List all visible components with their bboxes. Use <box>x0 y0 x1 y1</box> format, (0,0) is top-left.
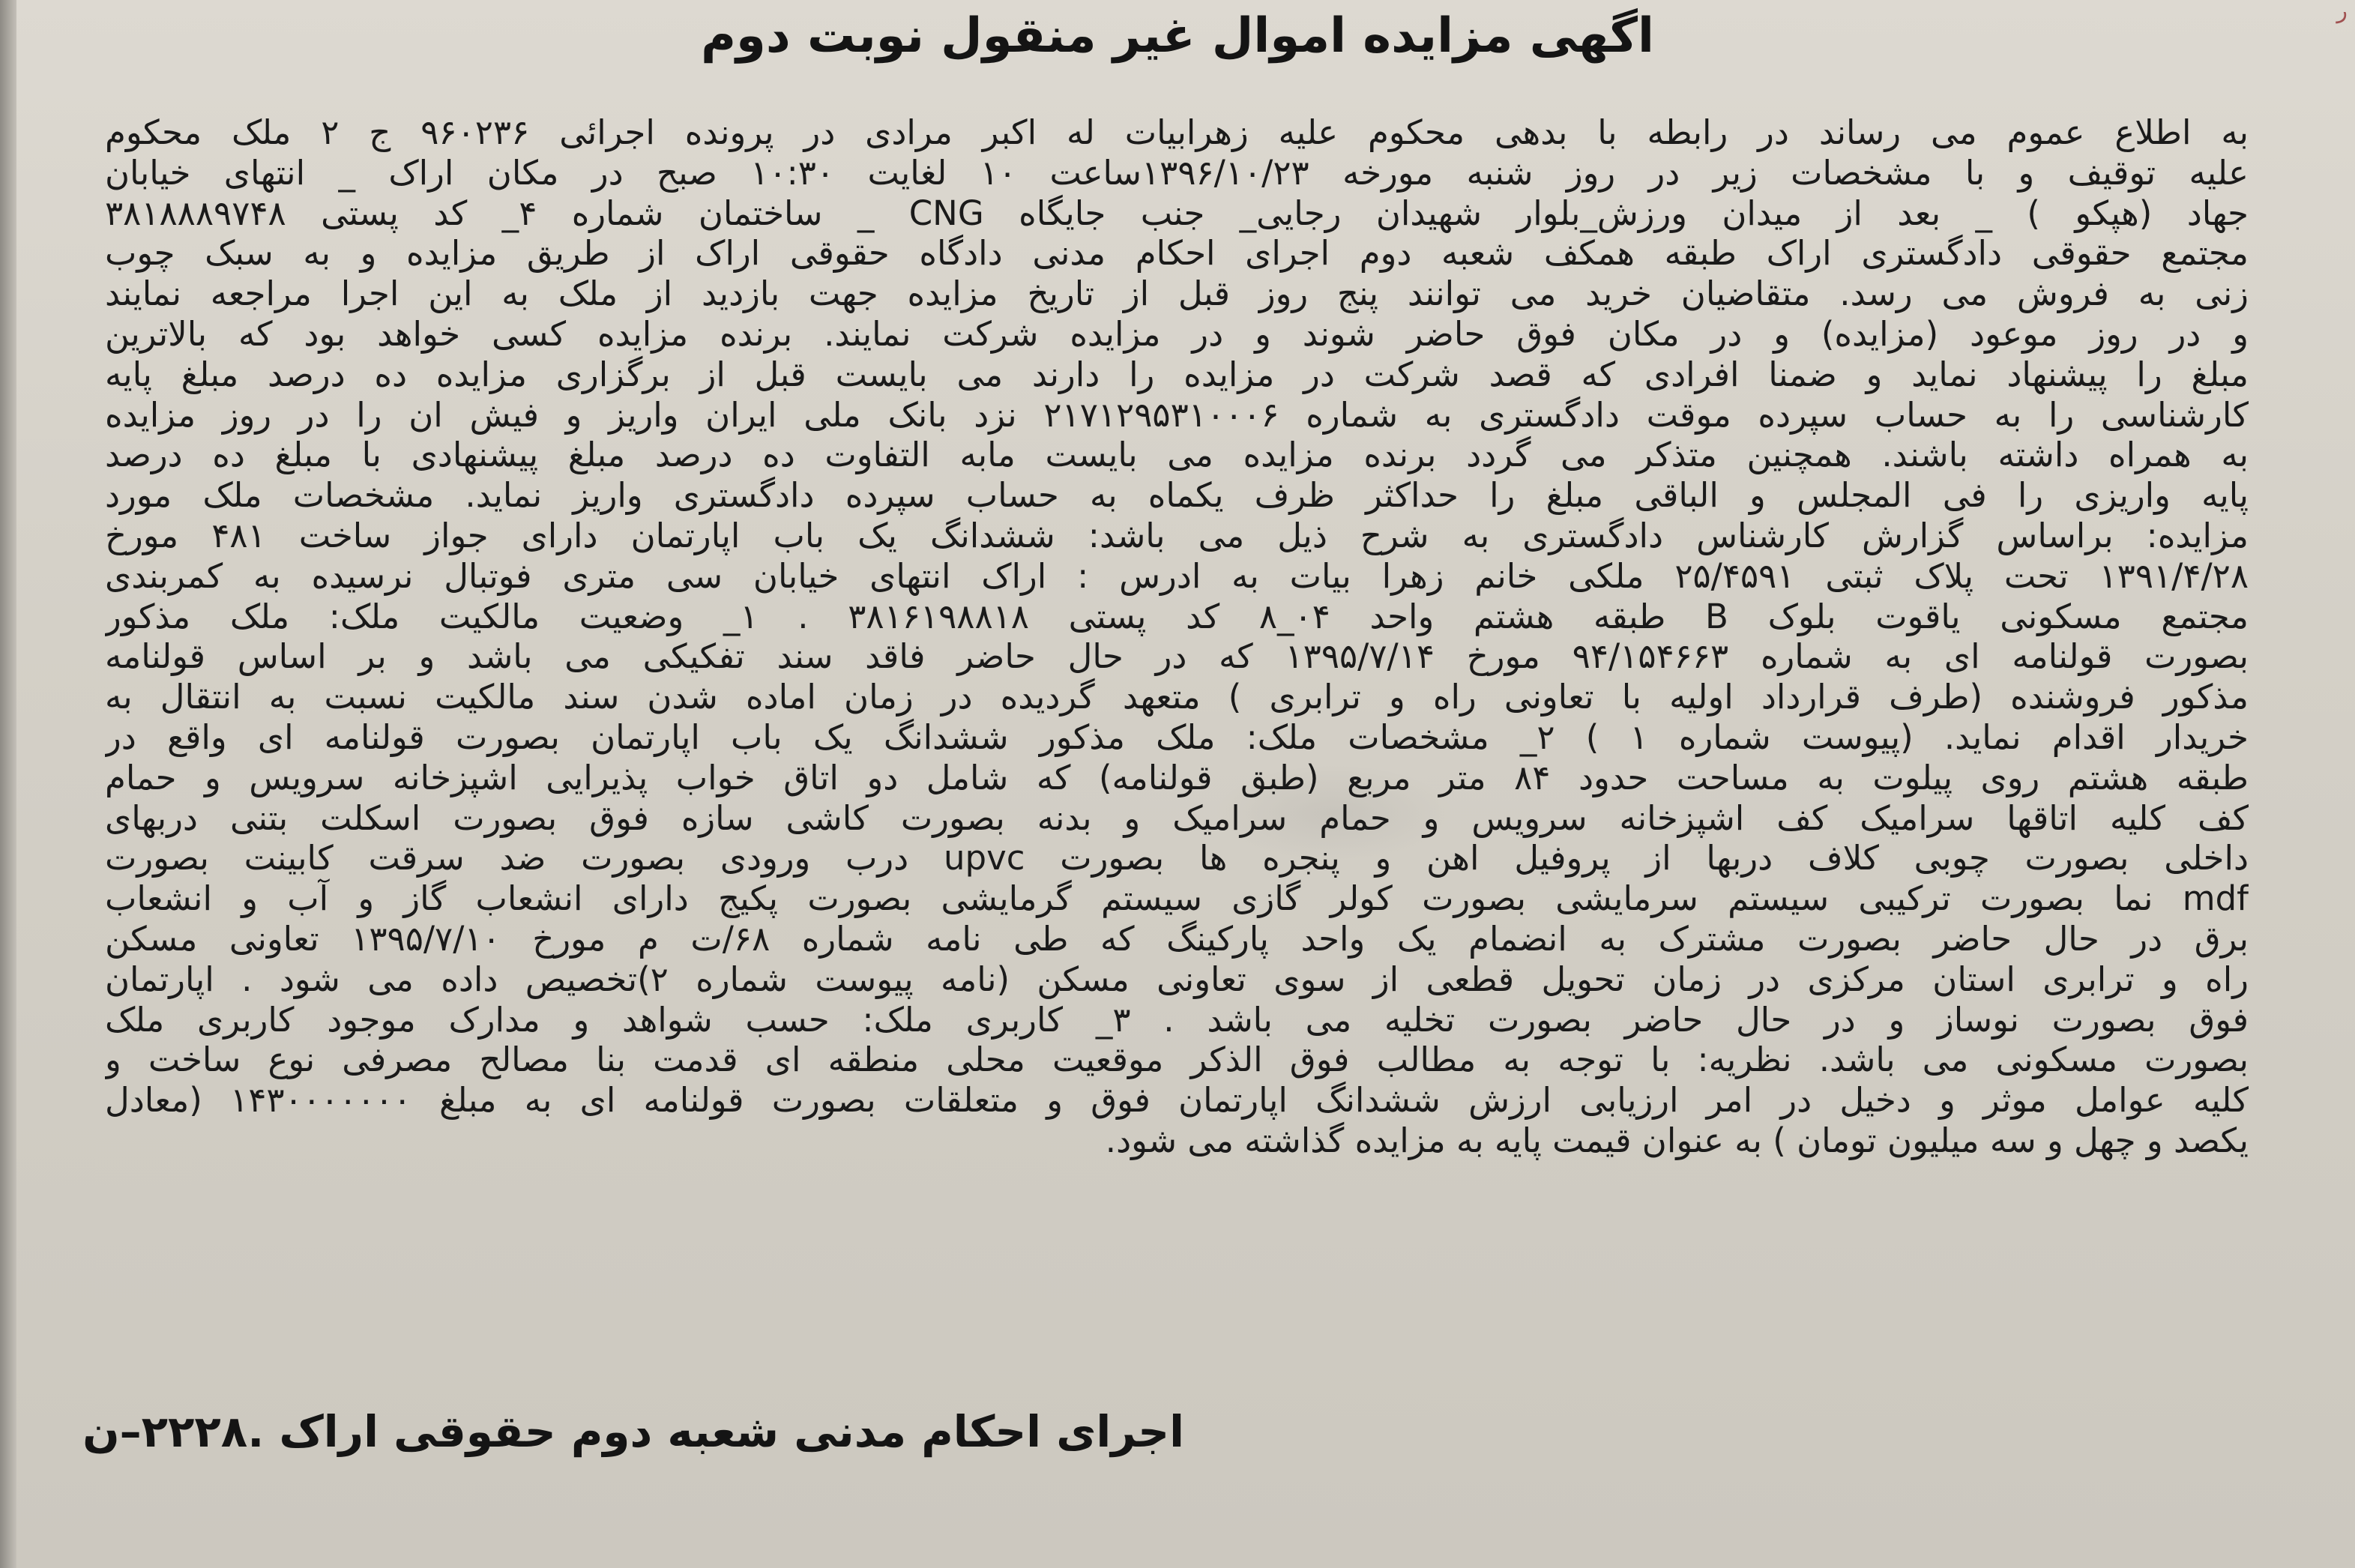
body-line: خریدار اقدام نماید. (پیوست شماره ۱ ) ۲_ مشخصات ملک: ملک مذکور ششدانگ یک باب اپارتمان بصورت قولنامه ای واقع در <box>105 717 2249 757</box>
page-edge-shadow <box>0 0 16 1568</box>
notice-title: اگهی مزایده اموال غیر منقول نوبت دوم <box>701 8 1654 64</box>
body-line: پایه واریزی را فی المجلس و الباقی مبلغ را حداکثر ظرف یکماه به حساب سپرده دادگستری واریز نماید. مشخصات ملک مورد <box>105 475 2249 516</box>
body-line: برق در حال حاضر بصورت مشترک به انضمام یک واحد پارکینگ که طی نامه شماره ۶۸/ت م مورخ ۱۳۹۵/۷/۱۰ تعاونی مسکن <box>105 918 2249 959</box>
body-line: زنی به فروش می رسد. متقاضیان خرید می توانند پنج روز قبل از تاریخ مزایده جهت بازدید از ملک به این اجرا مراجعه نمایند <box>105 274 2249 314</box>
body-line: فوق بصورت نوساز و در حال حاضر بصورت تخلیه می باشد . ۳_ کاربری ملک: حسب شواهد و مدارک موجود کاربری ملک <box>105 999 2249 1040</box>
body-line: به اطلاع عموم می رساند در رابطه با بدهی محکوم علیه زهرابیات له اکبر مرادی در پرونده اجرائی ۹۶۰۲۳۶ ج ۲ ملک محکوم <box>105 112 2249 152</box>
body-line: و در روز موعود (مزایده) و در مکان فوق حاضر شوند و در مزایده شرکت نمایند. برنده مزایده کسی خواهد بود که بالاترین <box>105 313 2249 354</box>
body-line: کارشناسی را به حساب سپرده موقت دادگستری به شماره ۲۱۷۱۲۹۵۳۱۰۰۰۶ نزد بانک ملی ایران واریز و فیش ان را در روز مزایده <box>105 394 2249 435</box>
issuer-signature: اجرای احکام مدنی شعبه دوم حقوقی اراک .۲۲۲۸–ن <box>82 1406 1184 1457</box>
corner-handwriting: ر <box>2336 0 2348 24</box>
body-line: کلیه عوامل موثر و دخیل در امر ارزیابی ارزش ششدانگ اپارتمان فوق و متعلقات بصورت قولنامه ای به مبلغ ۱۴۳۰۰۰۰۰۰۰ (معادل <box>105 1080 2249 1121</box>
notice-body <box>105 112 2249 1161</box>
body-line: مذکور فروشنده (طرف قرارداد اولیه با تعاونی راه و ترابری ) متعهد گردیده در زمان اماده شدن سند مالکیت نسبت به انتقال به <box>105 677 2249 717</box>
body-line: داخلی بصورت چوبی کلاف دربها از پروفیل اهن و پنجره ها بصورت upvc درب ورودی بصورت ضد سرقت کابینت بصورت <box>105 838 2249 878</box>
body-line: علیه توقیف و با مشخصات زیر در روز شنبه مورخه ۱۳۹۶/۱۰/۲۳ساعت ۱۰ لغایت ۱۰:۳۰ صبح در مکان اراک _ انتهای خیابان <box>105 152 2249 193</box>
body-line: راه و ترابری استان مرکزی در زمان تحویل قطعی از سوی تعاونی مسکن (نامه پیوست شماره ۲)تخصیص داده می شود . اپارتمان <box>105 959 2249 999</box>
body-line: طبقه هشتم روی پیلوت به مساحت حدود ۸۴ متر مربع (طبق قولنامه) که شامل دو اتاق خواب پذیرایی اشپزخانه سرویس و حمام <box>105 757 2249 797</box>
body-line: ۱۳۹۱/۴/۲۸ تحت پلاک ثبتی ۲۵/۴۵۹۱ ملکی خانم زهرا بیات به ادرس : اراک انتهای خیابان سی متری فوتبال نرسیده به کمربندی <box>105 555 2249 596</box>
body-line: مبلغ را پیشنهاد نماید و ضمنا افرادی که قصد شرکت در مزایده را دارند می بایست قبل از برگزاری مزایده ده درصد مبلغ پایه <box>105 354 2249 394</box>
body-line: mdf نما بصورت ترکیبی سیستم سرمایشی بصورت کولر گازی سیستم گرمایشی بصورت پکیج دارای انشعاب گاز و آب و انشعاب <box>105 878 2249 919</box>
body-line: بصورت قولنامه ای به شماره ۹۴/۱۵۴۶۶۳ مورخ ۱۳۹۵/۷/۱۴ که در حال حاضر فاقد سند تفکیکی می باشد و بر اساس قولنامه <box>105 636 2249 677</box>
body-line: مجتمع حقوقی دادگستری اراک طبقه همکف شعبه دوم اجرای احکام مدنی دادگاه حقوقی اراک از طریق مزایده و به سبک چوب <box>105 233 2249 274</box>
body-line: به همراه داشته باشند. همچنین متذکر می گردد برنده مزایده می بایست مابه التفاوت ده درصد مبلغ پیشنهادی با مبلغ ده درصد <box>105 435 2249 475</box>
body-line: جهاد (هپکو ) _ بعد از میدان ورزش_بلوار شهیدان رجایی_ جنب جایگاه CNG _ ساختمان شماره ۴_ کد پستی ۳۸۱۸۸۸۹۷۴۸ <box>105 193 2249 233</box>
body-line: مزایده: براساس گزارش کارشناس دادگستری به شرح ذیل می باشد: ششدانگ یک باب اپارتمان دارای جواز ساخت ۴۸۱ مورخ <box>105 515 2249 555</box>
body-line: کف کلیه اتاقها سرامیک کف اشپزخانه سرویس و حمام سرامیک و بدنه بصورت کاشی سازه فوق بصورت اسکلت بتنی دربهای <box>105 797 2249 838</box>
body-line: یکصد و چهل و سه میلیون تومان ) به عنوان قیمت پایه به مزایده گذاشته می شود. <box>1105 1120 2249 1160</box>
body-line: بصورت مسکونی می باشد. نظریه: با توجه به مطالب فوق الذکر موقعیت محلی منطقه ای قدمت بنا مصالح مصرفی نوع ساخت و <box>105 1040 2249 1080</box>
body-line: مجتمع مسکونی یاقوت بلوک B طبقه هشتم واحد ۰۴_۸ کد پستی ۳۸۱۶۱۹۸۸۱۸ . ۱_ وضعیت مالکیت ملک: ملک مذکور <box>105 596 2249 636</box>
